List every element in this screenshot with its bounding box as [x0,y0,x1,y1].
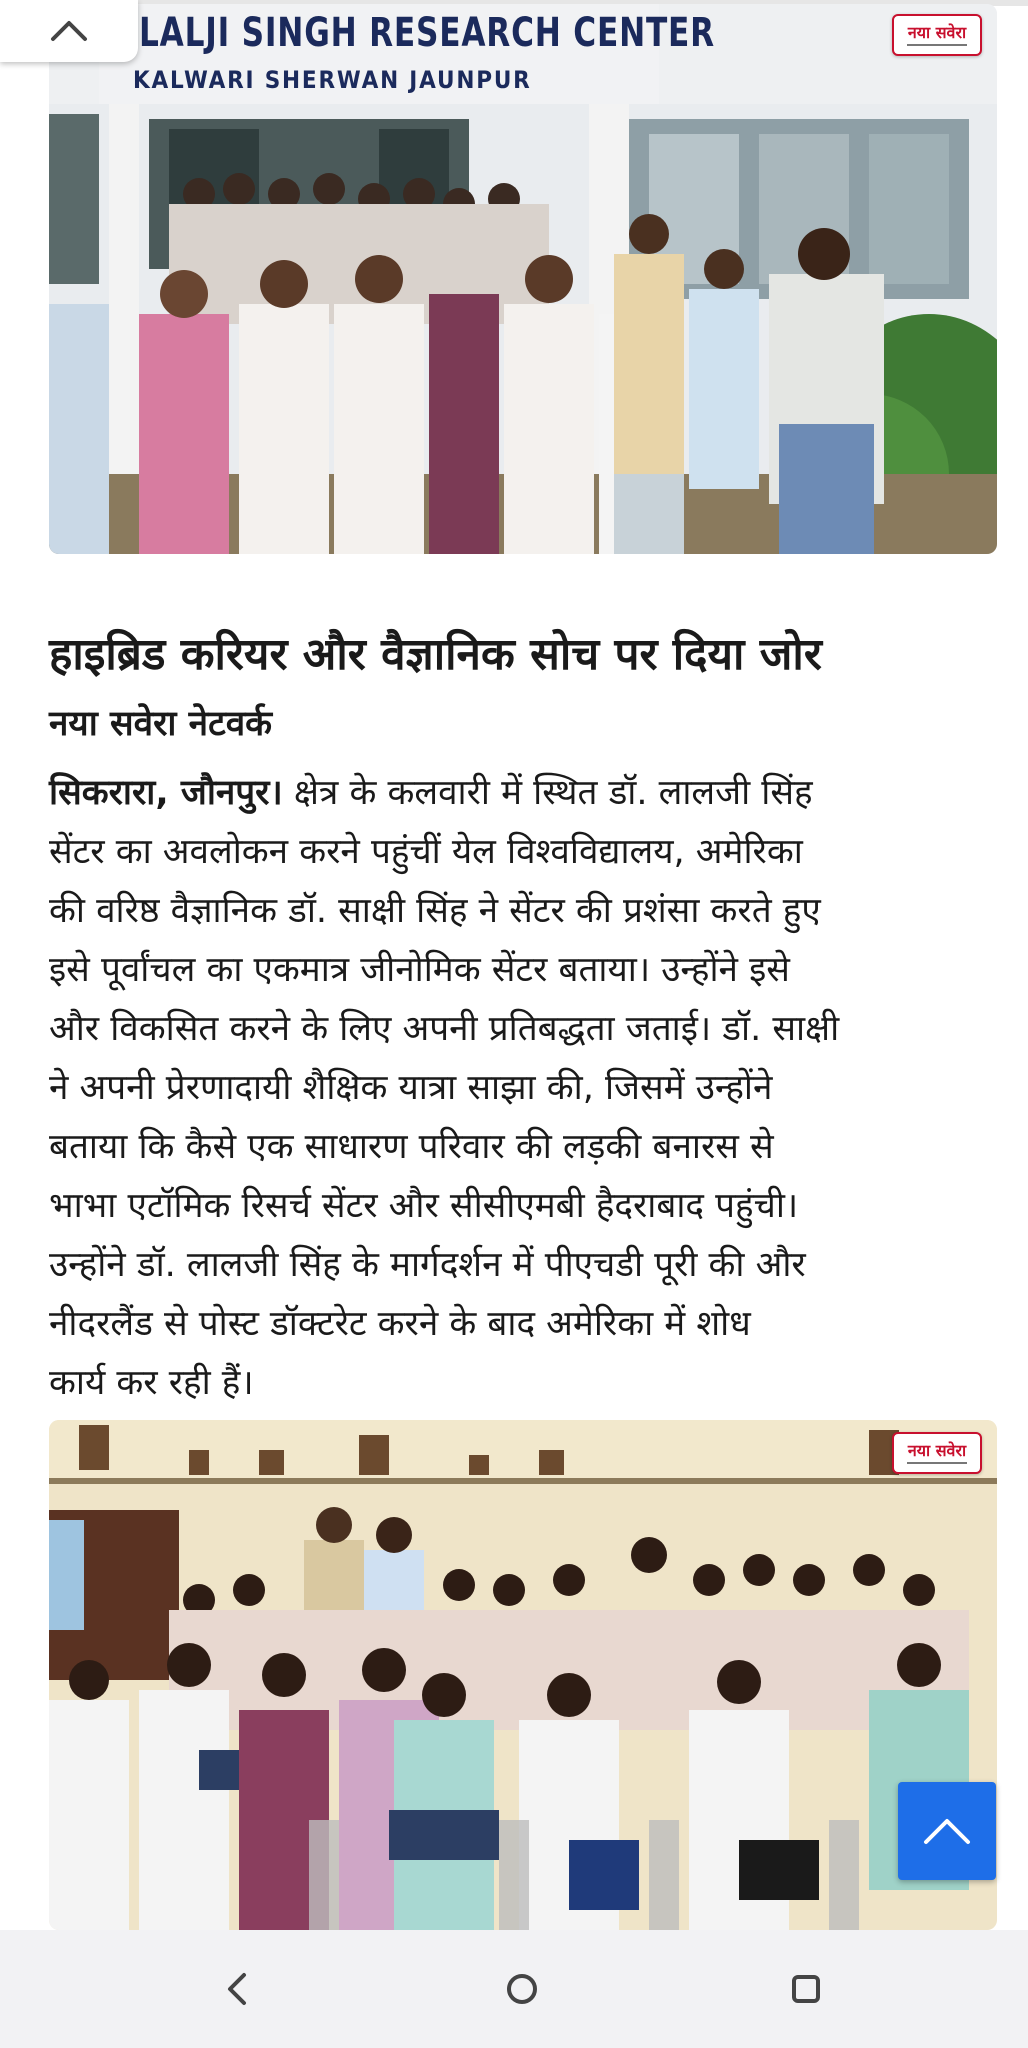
body-line: कार्य कर रही हैं। [49,1363,254,1403]
article-photo-research-center[interactable] [49,4,997,554]
chevron-up-icon [922,1816,972,1846]
watermark-logo [892,1432,982,1474]
building-sign-title: LALJI SINGH RESEARCH CENTER [139,10,715,56]
system-navigation-bar [0,1930,1028,2048]
article-headline: हाइब्रिड करियर और वैज्ञानिक सोच पर दिया जोर [49,629,822,680]
body-line: ने अपनी प्रेरणादायी शैक्षिक यात्रा साझा की, जिसमें उन्होंने [49,1068,773,1108]
body-line: इसे पूर्वांचल का एकमात्र जीनोमिक सेंटर बताया। उन्होंने इसे [49,950,790,990]
photo-students-hall-graphic [49,1420,997,1930]
nav-home-button[interactable] [489,1956,555,2022]
chevron-up-icon [49,19,89,43]
body-line: और विकसित करने के लिए अपनी प्रतिबद्धता जताई। डॉ. साक्षी [49,1009,840,1049]
article-byline: नया सवेरा नेटवर्क [49,704,273,744]
body-line: भाभा एटॉमिक रिसर्च सेंटर और सीसीएमबी हैदराबाद पहुंची। [49,1186,799,1226]
body-line: नीदरलैंड से पोस्ट डॉक्टरेट करने के बाद अमेरिका में शोध [49,1304,751,1344]
recents-icon [789,1972,823,2006]
building-sign-subtitle: KALWARI SHERWAN JAUNPUR [133,66,532,94]
body-line-1 [49,764,1004,823]
watermark-underline [907,1462,967,1464]
body-line: सेंटर का अवलोकन करने पहुंचीं येल विश्वविद्यालय, अमेरिका [49,832,803,872]
article-dateline: सिकरारा, जौनपुर। [49,773,283,813]
scroll-to-top-button[interactable] [898,1782,996,1880]
watermark-text: नया सवेरा [907,23,967,42]
back-icon [222,1971,252,2007]
home-icon [504,1971,540,2007]
watermark-text: नया सवेरा [907,1441,967,1460]
watermark-logo [892,14,982,56]
nav-back-button[interactable] [204,1956,270,2022]
watermark-underline [907,44,967,46]
body-line: उन्होंने डॉ. लालजी सिंह के मार्गदर्शन में पीएचडी पूरी की और [49,1245,806,1285]
body-line: बताया कि कैसे एक साधारण परिवार की लड़की बनारस से [49,1127,774,1167]
body-line: की वरिष्ठ वैज्ञानिक डॉ. साक्षी सिंह ने सेंटर की प्रशंसा करते हुए [49,891,821,931]
collapse-tab-button[interactable] [0,0,138,62]
nav-recents-button[interactable] [773,1956,839,2022]
article-body [49,764,1004,1413]
article-photo-students-hall[interactable] [49,1420,997,1930]
body-line-1-text: क्षेत्र के कलवारी में स्थित डॉ. लालजी सिंह [282,773,813,813]
